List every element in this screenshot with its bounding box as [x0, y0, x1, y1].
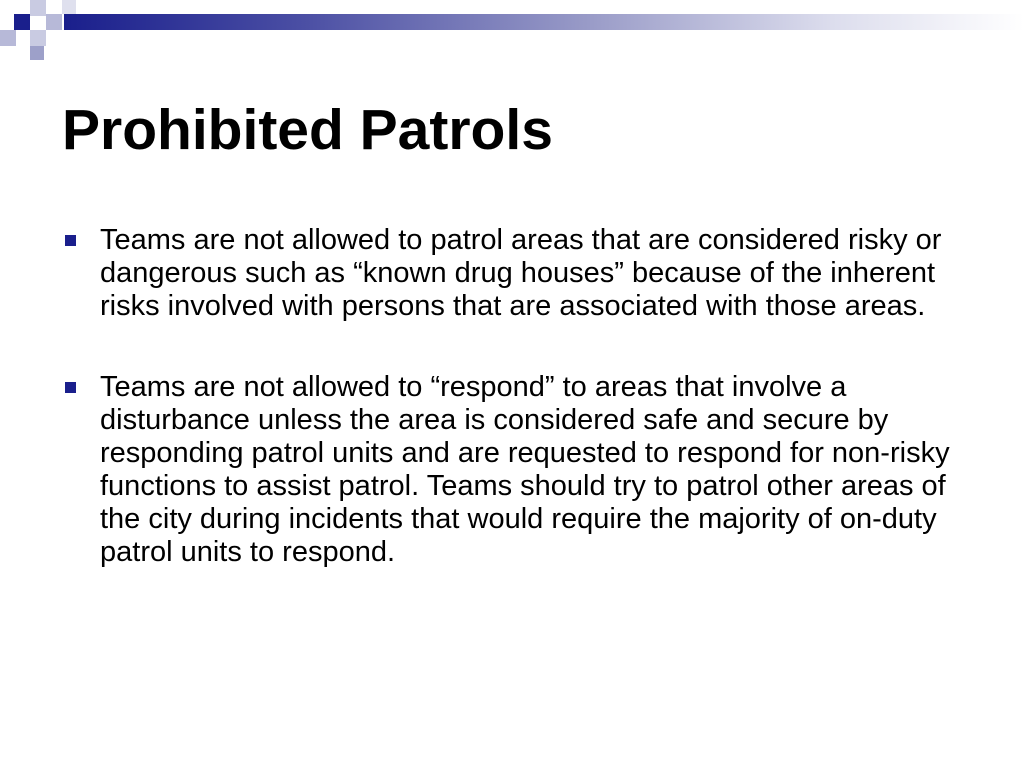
- bullet-item: [62, 224, 972, 323]
- header-square-decoration: [62, 0, 76, 14]
- bullet-item: [62, 371, 972, 569]
- bullet-list: [62, 224, 972, 569]
- header-square-decoration: [46, 14, 62, 30]
- header-gradient-bar: [64, 14, 1024, 30]
- header-square-decoration: [30, 46, 44, 60]
- square-bullet-icon: [65, 382, 76, 393]
- header-square-decoration: [0, 30, 16, 46]
- header-square-decoration: [14, 14, 30, 30]
- header-square-decoration: [30, 30, 46, 46]
- bullet-text: Teams are not allowed to patrol areas that are considered risky or dangerous such as “known drug houses” because of the inherent risks involved with persons that are associated with those areas.: [100, 224, 942, 322]
- header-square-decoration: [30, 0, 46, 16]
- bullet-text: Teams are not allowed to “respond” to areas that involve a disturbance unless the area is considered safe and secure by responding patrol units and are requested to respond for non-risky functions to assist patrol. Teams should try to patrol other areas of the city during incidents that would require the majority of on-duty patrol units to respond.: [100, 371, 950, 568]
- square-bullet-icon: [65, 235, 76, 246]
- slide-title: Prohibited Patrols: [62, 98, 553, 162]
